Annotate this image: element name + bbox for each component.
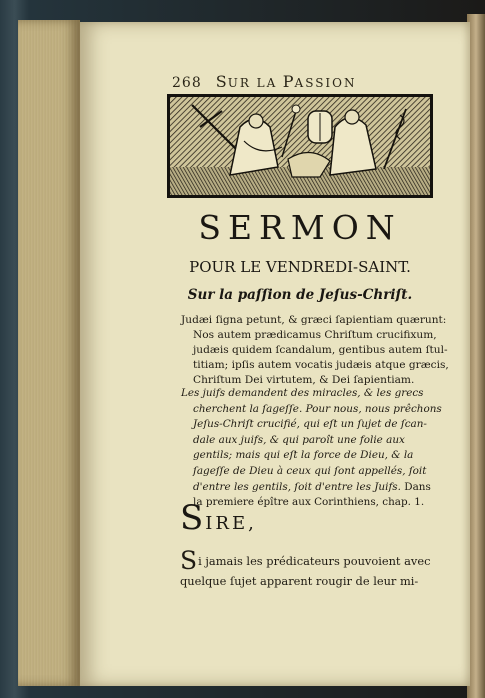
opening-paragraph xyxy=(180,546,440,591)
latin-line: Judæi ſigna petunt, & græci ſapientiam quærunt: xyxy=(181,314,447,326)
sermon-title: SERMON xyxy=(198,208,402,247)
french-line: Les juifs demandent des miracles, & les grecs xyxy=(181,387,424,399)
latin-line: titiam; ipſis autem vocatis judæis atque græcis, xyxy=(193,359,449,371)
french-line: cherchent la ſageſſe. Pour nous, nous prêchons xyxy=(193,402,442,415)
french-epigraph xyxy=(181,386,442,511)
paragraph-line: quelque ſujet apparent rougir de leur mi- xyxy=(180,574,419,588)
salutation: SIRE, xyxy=(180,498,257,538)
latin-epigraph xyxy=(181,313,449,388)
drop-cap: S xyxy=(180,546,198,575)
sermon-subtitle: POUR LE VENDREDI-SAINT. xyxy=(189,258,411,276)
latin-line: Nos autem prædicamus Chriſtum crucifixum, xyxy=(193,329,437,341)
latin-line: Chriſtum Dei virtutem, & Dei ſapientiam. xyxy=(193,374,415,386)
latin-line: judæis quidem ſcandalum, gentibus autem ſtul- xyxy=(193,344,448,356)
passion-engraving-icon xyxy=(167,94,433,198)
citation: la premiere épître aux Corinthiens, chap. 1. xyxy=(193,496,425,509)
french-line: Jeſus-Chriſt crucifié, qui eſt un ſujet de ſcan- xyxy=(193,418,427,431)
running-head: 268 SUR LA PASSION xyxy=(172,72,357,91)
french-line: ſageſſe de Dieu à ceux qui ſont appellés, ſoit xyxy=(193,464,427,477)
paragraph-line: Si jamais les prédicateurs pouvoient avec xyxy=(180,546,431,575)
page-stack-edges xyxy=(18,20,80,686)
french-line: dale aux juifs, & qui paroît une folie aux xyxy=(193,433,405,446)
page-number: 268 xyxy=(172,75,202,91)
sermon-topic: Sur la paſſion de Jeſus-Chriſt. xyxy=(187,287,413,303)
french-line: gentils; mais qui eſt la force de Dieu, & la xyxy=(193,449,414,462)
french-line: d'entre les gentils, ſoit d'entre les Juifs. Dans xyxy=(193,480,431,493)
